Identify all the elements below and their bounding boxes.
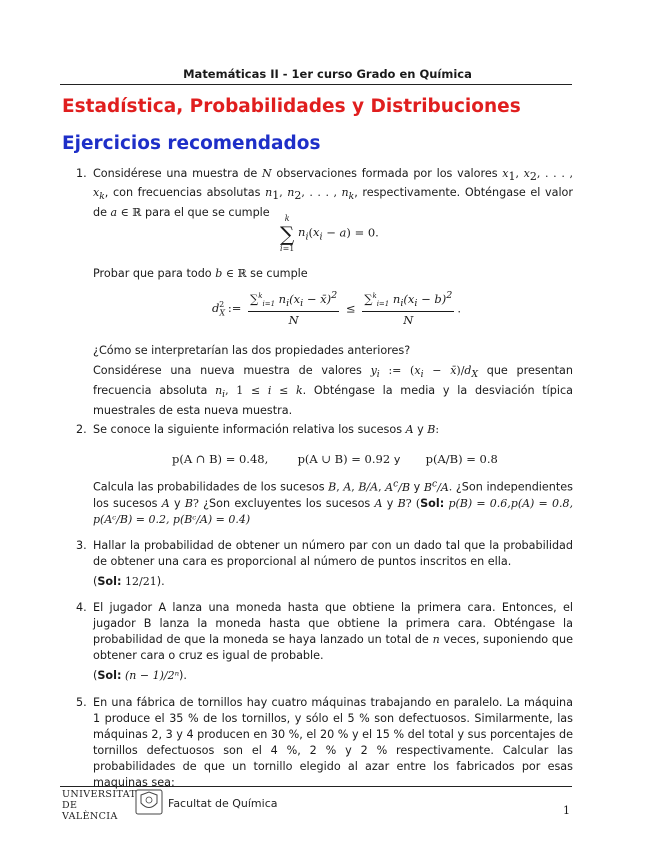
- equation-probabilities: p(A ∩ B) = 0.48, p(A ∪ B) = 0.92 y p(A/B) = 0.8: [172, 452, 498, 466]
- page-header: Matemáticas II - 1er curso Grado en Química: [183, 67, 472, 81]
- exercise-number: 1.: [76, 167, 87, 180]
- exercise-4-solution: (Sol: (n − 1)/2ⁿ).: [93, 669, 187, 682]
- exercise-2-body: Calcula las probabilidades de los sucesos B, A, B/A, $A^c/B$ y $B^c/A$. ¿Son independientes los sucesos A y B? ¿Son excluyentes los sucesos A y B? (Sol: p(B) = 0.6,p(A) = 0.8, p(Aᶜ/B) = 0.2, p(Bᶜ/A) = 0.4): [93, 478, 573, 526]
- exercise-number: 5.: [76, 696, 87, 709]
- footer-rule: [60, 786, 572, 787]
- exercise-2: 2. Se conoce la siguiente información relativa los sucesos A y B:: [76, 423, 440, 436]
- page-number: 1: [563, 804, 570, 817]
- exercise-number: 3.: [76, 539, 87, 552]
- exercise-3-solution: (Sol: 12/21).: [93, 575, 165, 588]
- equation-sum: k ∑ i=1 $n_i(x_i - a) = 0$.: [280, 214, 379, 253]
- section-title: Estadística, Probabilidades y Distribuciones: [62, 96, 521, 117]
- university-logo: UNIVERSITAT DE VALÈNCIA: [62, 789, 137, 822]
- exercise-1-text: Considérese una muestra de N observaciones formada por los valores $x_1$, $x_2$, . . . , $x_k$, con frecuencias absolutas $n_1$, $n_2$, . . . , $n_k$, respectivamente. Obténgase el valor de a ∈ ℝ para el que se cumple: [93, 167, 574, 220]
- exercise-3: 3. Hallar la probabilidad de obtener un número par con un dado tal que la probabilidad de obtener una cara es proporcional al número de puntos inscritos en ella.: [76, 539, 573, 568]
- exercise-5: 5. En una fábrica de tornillos hay cuatro máquinas trabajando en paralelo. La máquina 1 produce el 35 % de los tornillos, y sólo el 5 % son defectuosos. Similarmente, las máquinas 2, 3 y 4 producen en 30 %, el 20 % y el 15 % del total y sus porcentajes de tornillos defectuosos son el 4 %, 2 % y 2 % respectivamente. Calcular las probabilidades de que un tornillo elegido al azar entre los fabricados por esas maquinas sea:: [76, 696, 573, 789]
- faculty-logo: Facultat de Química: [168, 797, 278, 810]
- exercise-1-question: ¿Cómo se interpretarían las dos propiedades anteriores?: [93, 344, 411, 357]
- exercise-number: 4.: [76, 601, 87, 614]
- exercise-1-proof: Probar que para todo b ∈ ℝ se cumple: [93, 267, 308, 280]
- exercise-number: 2.: [76, 423, 87, 436]
- university-seal-icon: [135, 789, 163, 815]
- exercise-4: 4. El jugador A lanza una moneda hasta que obtiene la primera cara. Entonces, el jugador B lanza la moneda hasta que obtiene la primera cara. Obténgase la probabilidad de que la moneda se haya lanzado un total de n veces, suponiendo que obtener cara o cruz es igual de probable.: [76, 601, 574, 662]
- exercise-1-new-sample: Considérese una nueva muestra de valores $y_i$ := ($x_i$ − $x̄)/d_X$ que presentan frecuencia absoluta $n_i$, 1 ≤ i ≤ k. Obténgase la media y la desviación típica muestrales de esta nueva muestra.: [93, 364, 574, 418]
- equation-variance: $d_X^2$ := $\frac{\sum^k_{i=1} n_i(x_i - x̄)^2}{N}$ ≤ $\frac{\sum^k_{i=1} n_i(x_i - b)^2}{N}$ .: [212, 290, 462, 328]
- subsection-title: Ejercicios recomendados: [62, 133, 321, 154]
- header-rule: [60, 84, 572, 85]
